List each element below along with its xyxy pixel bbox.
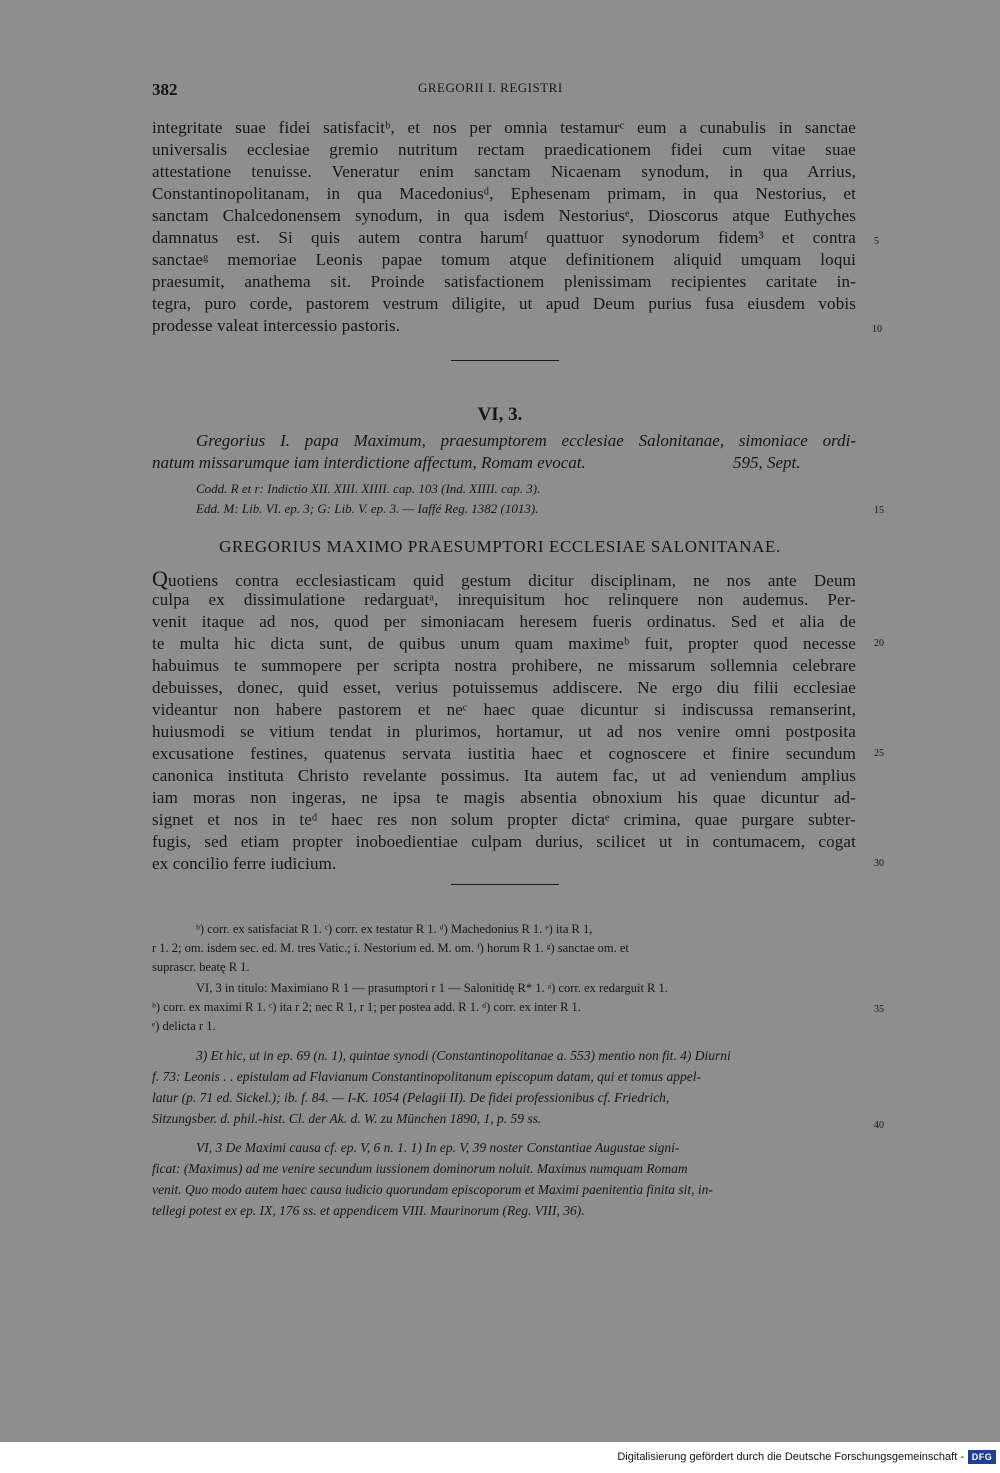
note-line: VI, 3 De Maximi causa cf. ep. V, 6 n. 1. 1) In ep. V, 39 noster Constantiae Augustae signi-: [196, 1140, 680, 1155]
note-line: tellegi potest ex ep. IX, 176 ss. et appendicem VIII. Maurinorum (Reg. VIII, 36).: [152, 1203, 585, 1218]
text-line: sanctam Chalcedonensem synodum, in qua isdem Nestoriusᵉ, Dioscorus atque Euthyches: [152, 206, 856, 225]
footnote-line: suprascr. beatę R 1.: [152, 960, 250, 974]
text-line: attestatione tenuisse. Veneratur enim sanctam Nicaenam synodum, in qua Arrius,: [152, 162, 856, 181]
separator-rule: [451, 884, 559, 885]
page-number: 382: [152, 80, 178, 99]
text-line: te multa hic dicta sunt, de quibus unum quam maximeᵇ fuit, propter quod necesse: [152, 634, 856, 653]
text-line: integritate suae fidei satisfacitᵇ, et nos per omnia testamurᶜ eum a cunabulis in sanctae: [152, 118, 856, 137]
text-line: universalis ecclesiae gremio nutritum rectam praedicationem fidei cum vitae suae: [152, 140, 856, 159]
note-line: f. 73: Leonis . . epistulam ad Flavianum Constantinopolitanum episcopum datam, qui et tomus appel-: [152, 1069, 701, 1084]
text-line: venit itaque ad nos, quod per simoniacam heresem fueris ordinatus. Sed et alia de: [152, 612, 856, 631]
text-line: praesumit, anathema sit. Proinde satisfactionem plenissimam recipientes caritate in-: [152, 272, 856, 291]
text-line: debuisses, donec, quid esset, verius potuissemus addiscere. Ne ergo diu filii ecclesiae: [152, 678, 856, 697]
footnote-line: ᵇ) corr. ex maximi R 1. ᶜ) ita r 2; nec R 1, r 1; per postea add. R 1. ᵈ) corr. ex inter R 1.: [152, 1000, 581, 1014]
summary-line: Gregorius I. papa Maximum, praesumptorem ecclesiae Salonitanae, simoniace ordi-: [196, 431, 856, 450]
note-line: ficat: (Maximus) ad me venire secundum iussionem dominorum noluit. Maximus numquam Romam: [152, 1161, 688, 1176]
text-line: excusatione festines, quatenus servata iustitia haec et cognoscere et finire secundum: [152, 744, 856, 763]
text-line: [152, 566, 856, 592]
document-number: VI, 3.: [477, 404, 523, 425]
funding-credit: Digitalisierung gefördert durch die Deutsche Forschungsgemeinschaft -: [617, 1451, 964, 1463]
footnote-line: VI, 3 in titulo: Maximiano R 1 — prasumptori r 1 — Salonitidę R* 1. ᵃ) corr. ex redarguit R 1.: [196, 981, 668, 995]
line-number: 40: [874, 1120, 884, 1131]
footnote-line: ᵇ) corr. ex satisfaciat R 1. ᶜ) corr. ex testatur R 1. ᵈ) Machedonius R 1. ᵉ) ita R 1,: [196, 922, 593, 936]
text-line: sanctaeᵍ memoriae Leonis papae tomum atque definitionem aliquid umquam loqui: [152, 250, 856, 269]
date: 595, Sept.: [733, 453, 801, 472]
text-line: huiusmodi se vitium tendat in plurimos, hortamur, ut ad nos venire omni postposita: [152, 722, 856, 741]
line-number: 10: [872, 324, 882, 335]
text-line: habuimus te summopere per scripta nostra prohibere, ne missarum sollemnia celebrare: [152, 656, 856, 675]
text-line: canonica instituta Christo revelante possimus. Ita autem fac, ut ad veniendum amplius: [152, 766, 856, 785]
text-line: prodesse valeat intercessio pastoris.: [152, 316, 401, 335]
editions-line: Edd. M: Lib. VI. ep. 3; G: Lib. V. ep. 3. — Iaffé Reg. 1382 (1013).: [196, 501, 539, 516]
text-line: fugis, sed etiam propter inoboedientiae culpam durius, scilicet ut in contumacem, cogat: [152, 832, 856, 851]
line-number: 30: [874, 858, 884, 869]
note-line: 3) Et hic, ut in ep. 69 (n. 1), quintae synodi (Constantinopolitanae a. 553) mentio non fit. 4) Diurni: [196, 1048, 731, 1063]
footnote-line: ᵉ) delicta r 1.: [152, 1019, 216, 1033]
dfg-logo: DFG: [968, 1450, 996, 1464]
line-number: 20: [874, 638, 884, 649]
text-line: videantur non habere pastorem et neᶜ haec quae dicuntur si indiscussa remanserint,: [152, 700, 856, 719]
line-number: 5: [874, 236, 879, 247]
text-line: iam moras non ingeras, ne ipsa te magis absentia obnoxium his quae dicuntur ad-: [152, 788, 856, 807]
letter-address: GREGORIUS MAXIMO PRAESUMPTORI ECCLESIAE SALONITANAE.: [219, 537, 781, 556]
running-title: GREGORII I. REGISTRI: [418, 80, 563, 95]
line-number: 25: [874, 748, 884, 759]
text-line: ex concilio ferre iudicium.: [152, 854, 337, 873]
text-line-rest: uotiens contra ecclesiasticam quid gestum dicitur disciplinam, ne nos ante Deum: [168, 571, 856, 590]
codices-line: Codd. R et r: Indictio XII. XIII. XIIII. cap. 103 (Ind. XIIII. cap. 3).: [196, 481, 541, 496]
line-number: 15: [874, 505, 884, 516]
text-line: Constantinopolitanam, in qua Macedoniusᵈ, Ephesenam primam, in qua Nestorius, et: [152, 184, 856, 203]
note-line: venit. Quo modo autem haec causa iudicio quorundam episcoporum et Maximi paenitentia finita sit, in-: [152, 1182, 713, 1197]
drop-cap: Q: [152, 566, 169, 591]
note-line: Sitzungsber. d. phil.-hist. Cl. der Ak. d. W. zu München 1890, 1, p. 59 ss.: [152, 1111, 542, 1126]
line-number: 35: [874, 1004, 884, 1015]
note-line: latur (p. 71 ed. Sickel.); ib. f. 84. — I-K. 1054 (Pelagii II). De fidei professionibus cf. Friedrich,: [152, 1090, 670, 1105]
text-line: culpa ex dissimulatione redarguatᵃ, inrequisitum hoc relinquere non audemus. Per-: [152, 590, 856, 609]
text-line: damnatus est. Si quis autem contra harumᶠ quattuor synodorum fidem³ et contra: [152, 228, 856, 247]
footer-bar: [0, 1442, 1000, 1473]
summary-line: natum missarumque iam interdictione affectum, Romam evocat.: [152, 453, 586, 472]
footnote-line: r 1. 2; om. isdem sec. ed. M. tres Vatic.; i. Nestorium ed. M. om. ᶠ) horum R 1. ᵍ) sanctae om. et: [152, 941, 629, 955]
text-line: signet et nos in teᵈ haec res non solum propter dictaᵉ crimina, quae purgare subter-: [152, 810, 856, 829]
separator-rule: [451, 360, 559, 361]
text-line: tegra, puro corde, pastorem vestrum diligite, ut apud Deum purius fusa eiusdem vobis: [152, 294, 856, 313]
